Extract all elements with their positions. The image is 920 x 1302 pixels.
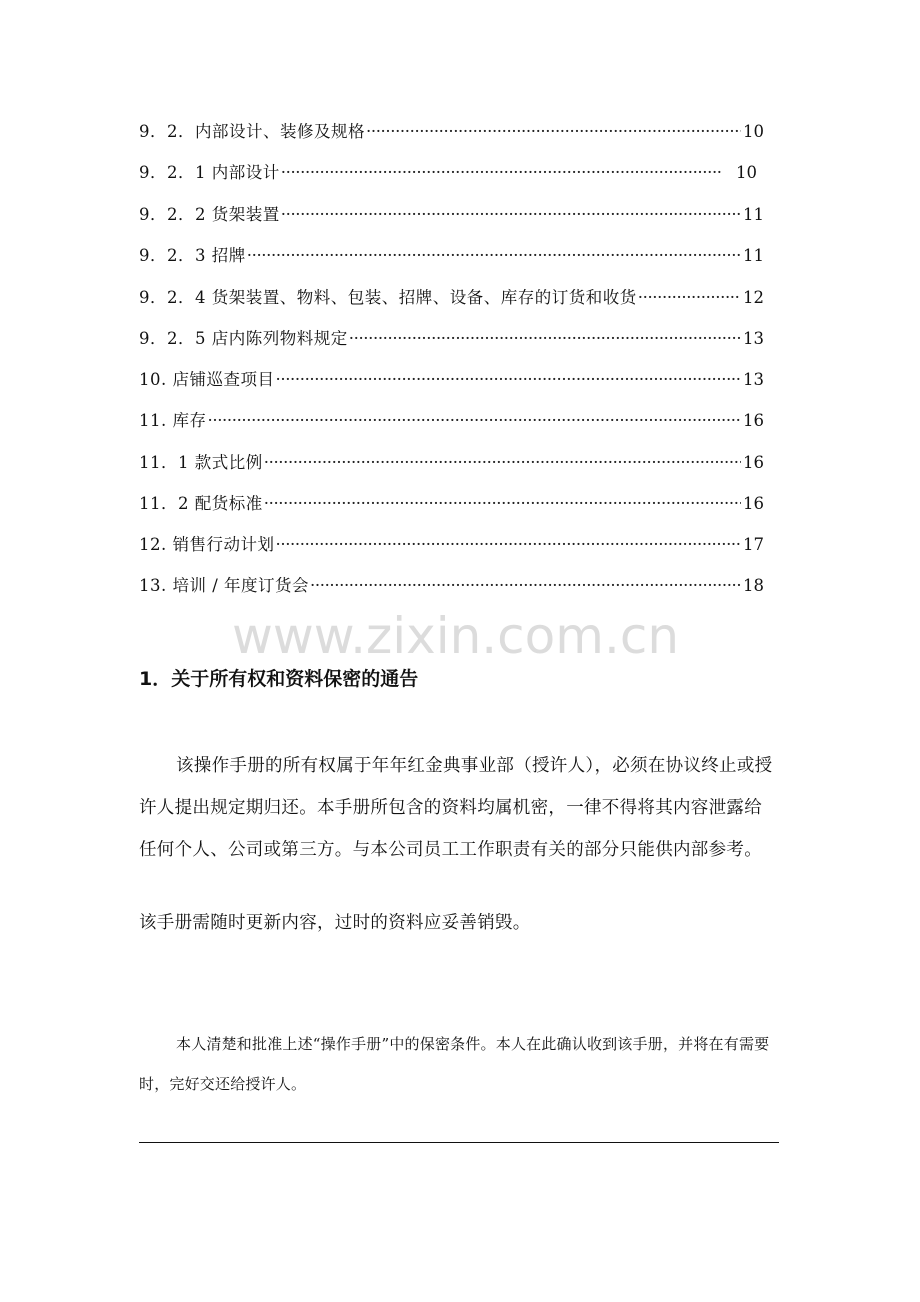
toc-entry[interactable] bbox=[139, 327, 764, 351]
toc-entry-page: 12 bbox=[743, 288, 764, 307]
toc-entry-label: 9．2．3 招牌 bbox=[139, 246, 246, 265]
watermark: www.zixin.com.cn bbox=[232, 607, 680, 665]
toc-leader-dots bbox=[281, 161, 722, 185]
toc-leader-dots bbox=[276, 368, 742, 392]
toc-entry[interactable] bbox=[139, 161, 757, 185]
toc-entry[interactable] bbox=[139, 492, 764, 516]
toc-leader-dots bbox=[264, 451, 741, 475]
toc-entry-page: 18 bbox=[743, 576, 764, 595]
toc-entry-label: 9．2．2 货架装置 bbox=[139, 205, 280, 224]
toc-leader-dots bbox=[638, 286, 741, 310]
toc-leader-dots bbox=[310, 574, 741, 598]
toc-leader-dots bbox=[208, 409, 742, 433]
toc-leader-dots bbox=[281, 203, 741, 227]
toc-entry[interactable] bbox=[139, 120, 764, 144]
acknowledgement-paragraph: 本人清楚和批准上述“操作手册”中的保密条件。本人在此确认收到该手册，并将在有需要时，完好交还给授许人。 bbox=[139, 1035, 770, 1093]
toc-entry[interactable] bbox=[139, 451, 764, 475]
toc-entry[interactable] bbox=[139, 533, 764, 557]
toc-leader-dots bbox=[276, 533, 742, 557]
toc-entry-page: 13 bbox=[743, 370, 764, 389]
toc-entry-label: 11．2 配货标准 bbox=[139, 494, 263, 513]
signature-line bbox=[139, 1142, 779, 1143]
toc-entry[interactable] bbox=[139, 203, 764, 227]
section-heading: 1．关于所有权和资料保密的通告 bbox=[139, 668, 419, 690]
toc-entry[interactable] bbox=[139, 409, 764, 433]
toc-entry-label: 10. 店铺巡查项目 bbox=[139, 370, 275, 389]
toc-leader-dots bbox=[247, 244, 741, 268]
toc-entry-page: 10 bbox=[736, 163, 757, 182]
toc-entry-label: 9．2．5 店内陈列物料规定 bbox=[139, 329, 348, 348]
toc-entry-label: 11．1 款式比例 bbox=[139, 453, 263, 472]
toc-entry-label: 11. 库存 bbox=[139, 411, 207, 430]
toc-entry[interactable] bbox=[139, 286, 764, 310]
toc-entry-label: 12. 销售行动计划 bbox=[139, 535, 275, 554]
toc-leader-dots bbox=[366, 120, 741, 144]
toc-entry-page: 11 bbox=[743, 246, 764, 265]
toc-entry-page: 10 bbox=[743, 122, 764, 141]
toc-leader-dots bbox=[349, 327, 741, 351]
toc-leader-dots bbox=[264, 492, 741, 516]
toc-entry-page: 16 bbox=[743, 453, 764, 472]
update-paragraph: 该手册需随时更新内容，过时的资料应妥善销毁。 bbox=[139, 913, 531, 933]
toc-entry[interactable] bbox=[139, 244, 764, 268]
toc-entry-label: 9．2．内部设计、装修及规格 bbox=[139, 122, 365, 141]
toc-entry-page: 16 bbox=[743, 494, 764, 513]
toc-entry-label: 9．2．4 货架装置、物料、包装、招牌、设备、库存的订货和收货 bbox=[139, 288, 637, 307]
toc-entry-page: 13 bbox=[743, 329, 764, 348]
ownership-paragraph: 该操作手册的所有权属于年年红金典事业部（授许人），必须在协议终止或授许人提出规定期归还。本手册所包含的资料均属机密，一律不得将其内容泄露给任何个人、公司或第三方。与本公司员工工作职责有关的部分只能供内部参考。 bbox=[139, 756, 773, 860]
toc-entry[interactable] bbox=[139, 368, 764, 392]
toc-entry-page: 16 bbox=[743, 411, 764, 430]
toc-entry-page: 17 bbox=[743, 535, 764, 554]
toc-entry[interactable] bbox=[139, 574, 764, 598]
toc-entry-page: 11 bbox=[743, 205, 764, 224]
toc-entry-label: 13. 培训 / 年度订货会 bbox=[139, 576, 310, 595]
toc-entry-label: 9．2．1 内部设计 bbox=[139, 163, 280, 182]
